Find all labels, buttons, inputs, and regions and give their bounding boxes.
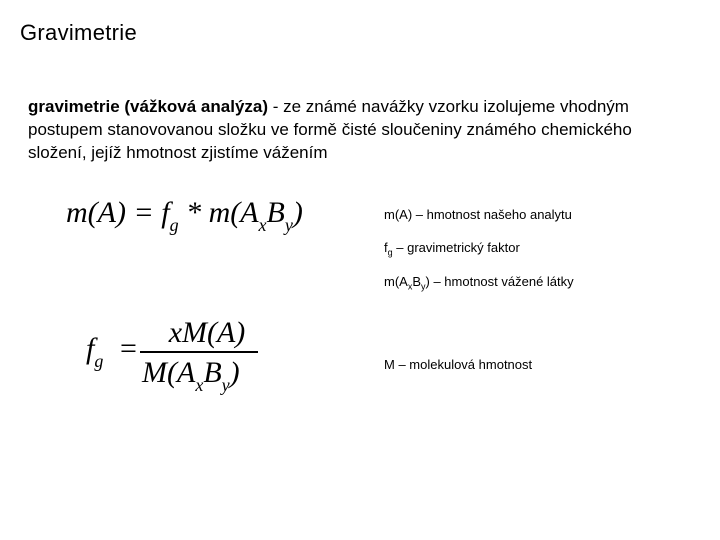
- eq2-lhs: [86, 332, 104, 371]
- eq1-y-subscript: y: [284, 215, 293, 235]
- eq2-y-subscript: y: [221, 375, 230, 395]
- eq1-g-subscript: g: [169, 215, 179, 235]
- eq1-b: B: [266, 196, 285, 229]
- page-title: Gravimetrie: [20, 20, 137, 45]
- note2-subscript: g: [387, 247, 393, 258]
- note3-b: B: [412, 274, 422, 289]
- eq2-x-subscript: x: [195, 375, 204, 395]
- eq2-den-main: M(A: [142, 356, 196, 389]
- note-analyte-mass: m(A) – hmotnost našeho analytu: [384, 207, 572, 222]
- definition-text: - ze známé navážky vzorku izolujeme vhodným postupem stanovovanou složku ve formě čisté sloučeniny známého chemického složení, jejíž hmotnost zjistíme vážením: [28, 97, 632, 162]
- note3-text: ) – hmotnost vážené látky: [425, 274, 574, 289]
- eq1-lhs: m(A) = f: [66, 196, 170, 229]
- note3-x: x: [407, 281, 413, 292]
- eq2-g-subscript: g: [94, 351, 104, 371]
- eq2-equals: =: [120, 332, 137, 365]
- eq1-close: ): [292, 196, 303, 229]
- fraction-bar: [140, 351, 258, 353]
- eq1-op: * m(A: [178, 196, 259, 229]
- definition-paragraph: [28, 95, 688, 164]
- note-weighed-mass: [384, 274, 574, 292]
- eq1-x-subscript: x: [258, 215, 267, 235]
- eq2-numerator: xM(A): [168, 316, 246, 349]
- eq2-denominator: [142, 356, 240, 395]
- note3-y: y: [421, 281, 426, 292]
- note2-text: – gravimetrický faktor: [392, 240, 520, 255]
- note-gravimetric-factor: [384, 240, 520, 258]
- note2-f: f: [384, 240, 388, 255]
- definition-term: gravimetrie (vážková analýza): [28, 97, 269, 116]
- note3-a: m(A: [384, 274, 408, 289]
- eq2-den-close: ): [229, 356, 240, 389]
- eq2-f: f: [86, 332, 95, 365]
- eq2-den-b: B: [203, 356, 222, 389]
- mass-equation: [66, 196, 303, 235]
- note-molecular-mass: M – molekulová hmotnost: [384, 357, 533, 372]
